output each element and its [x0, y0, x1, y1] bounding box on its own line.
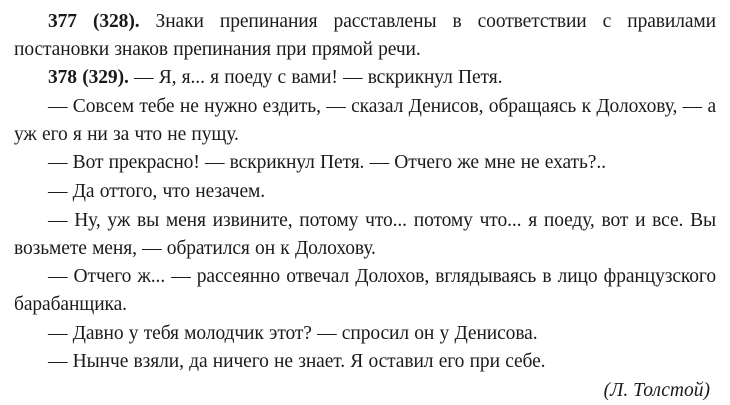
dialogue-line: — Вот прекрасно! — вскрикнул Петя. — Отчего же мне не ехать?..: [48, 152, 606, 174]
attribution: (Л. Толстой): [603, 379, 710, 401]
exercise-378: [14, 64, 716, 92]
dialogue-line: — Ну, уж вы меня извините, потому что... потому что... я поеду, вот и все. Вы возьмете меня, — обратился он к Долохову.: [14, 209, 716, 259]
exercise-377: [14, 8, 716, 63]
dialogue-line: — Отчего ж... — рассеянно отвечал Долохов, вглядываясь в лицо французского барабанщика.: [14, 266, 716, 315]
dialogue-line: — Да оттого, что незачем.: [48, 181, 266, 203]
exercise-text-377: Знаки препинания расставлены в соответствии с правилами постановки знаков препинания при прямой речи.: [14, 11, 716, 60]
dialogue-line: — Давно у тебя молодчик этот? — спросил он у Денисова.: [48, 322, 538, 344]
exercise-number-377: 377 (328).: [48, 11, 140, 32]
dialogue-line: — Совсем тебе не нужно ездить, — сказал Денисов, обращаясь к Долохову, — а уж его я ни за что не пущу.: [14, 96, 716, 145]
exercise-number-378: 378 (329).: [48, 67, 129, 89]
exercise-text-378: — Я, я... я поеду с вами! — вскрикнул Петя.: [128, 67, 503, 89]
dialogue-line: — Нынче взяли, да ничего не знает. Я оставил его при себе.: [48, 351, 546, 373]
